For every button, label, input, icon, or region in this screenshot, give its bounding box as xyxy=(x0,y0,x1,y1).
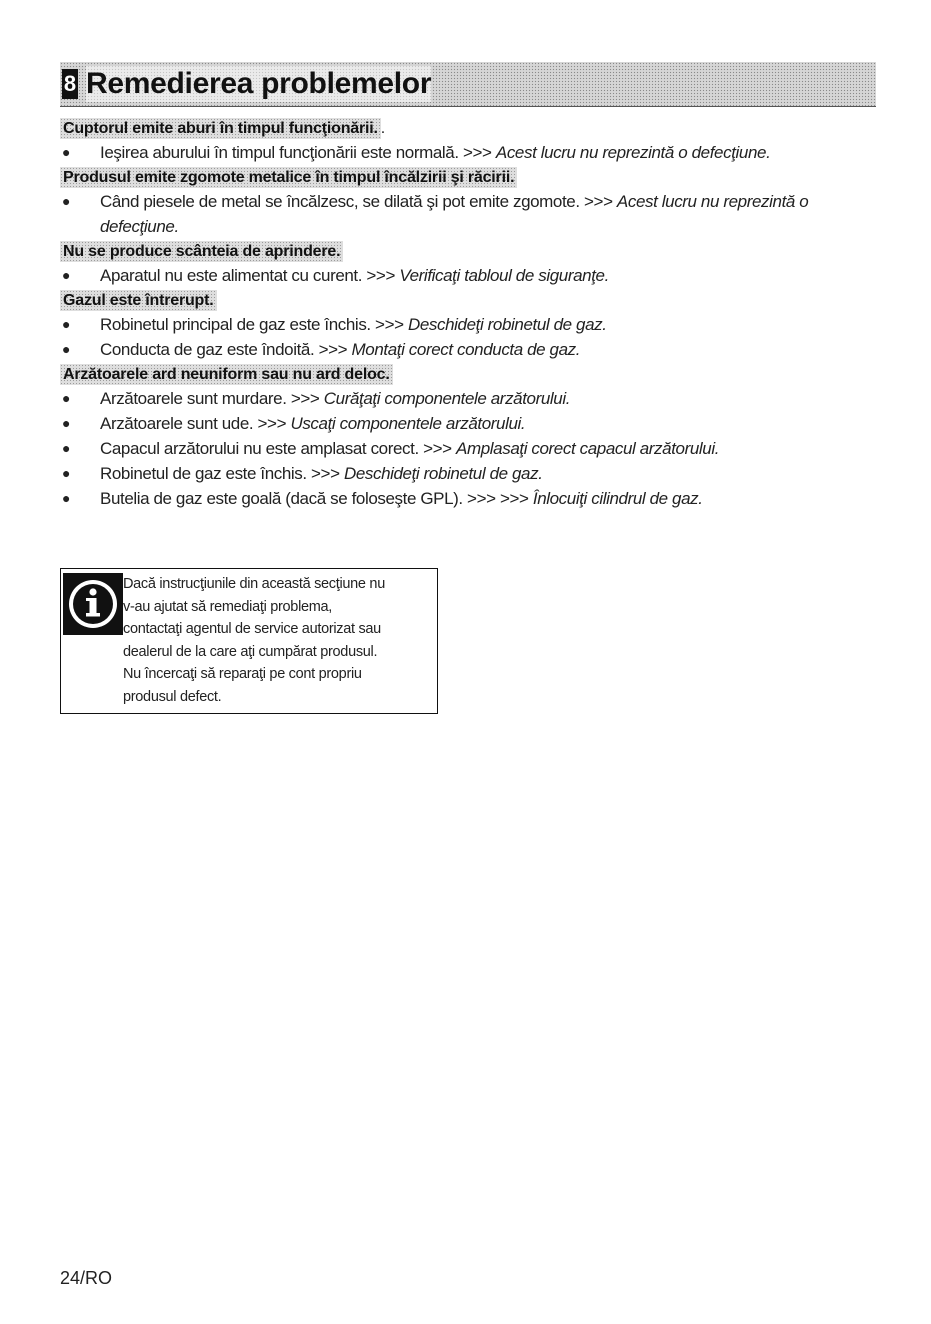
info-icon-graphic xyxy=(63,573,123,635)
troubleshooting-content xyxy=(60,116,860,511)
problem-heading: Gazul este întrerupt. xyxy=(60,290,217,311)
cause-text: Butelia de gaz este goală (dacă se foloseşte GPL). >>> >>> xyxy=(100,489,533,508)
remedy-text: Verificaţi tabloul de siguranţe. xyxy=(399,266,609,285)
cause-remedy-item xyxy=(60,140,860,165)
info-note-line: produsul defect. xyxy=(123,688,222,705)
cause-remedy-item xyxy=(60,263,860,288)
info-note-line: dealerul de la care aţi cumpărat produsul. xyxy=(123,643,378,660)
chapter-number: 8 xyxy=(62,69,78,99)
info-note-line: contactaţi agentul de service autorizat sau xyxy=(123,621,381,637)
page-number: 24/RO xyxy=(60,1268,113,1288)
cause-text: Arzătoarele sunt murdare. >>> xyxy=(100,389,324,408)
cause-remedy-item xyxy=(60,461,860,486)
cause-text: Ieşirea aburului în timpul funcţionării este normală. >>> xyxy=(100,143,496,162)
problem-heading: Cuptorul emite aburi în timpul funcţionării. xyxy=(60,118,381,139)
cause-remedy-item xyxy=(60,189,860,239)
cause-remedy-item xyxy=(60,386,860,411)
info-note-line: Dacă instrucţiunile din această secţiune nu xyxy=(123,576,385,592)
bullet-icon: ● xyxy=(62,465,71,481)
bullet-icon: ● xyxy=(62,144,71,160)
info-note-line: Nu încercaţi să reparaţi pe cont propriu xyxy=(123,666,362,682)
remedy-text: Acest lucru nu reprezintă o defecţiune. xyxy=(100,192,809,236)
problem-heading: Arzătoarele ard neuniform sau nu ard deloc. xyxy=(60,364,393,385)
cause-text: Arzătoarele sunt ude. >>> xyxy=(100,414,291,433)
remedy-text: Acest lucru nu reprezintă o defecţiune. xyxy=(495,143,771,162)
cause-remedy-item xyxy=(60,411,860,436)
remedy-text: Curăţaţi componentele arzătorului. xyxy=(323,389,571,408)
info-icon xyxy=(63,573,123,635)
bullet-icon: ● xyxy=(62,267,71,283)
chapter-header xyxy=(60,62,876,107)
cause-text: Când piesele de metal se încălzesc, se dilată şi pot emite zgomote. >>> xyxy=(100,192,617,211)
bullet-icon: ● xyxy=(62,316,71,332)
bullet-icon: ● xyxy=(62,415,71,431)
remedy-text: Uscaţi componentele arzătorului. xyxy=(290,414,526,433)
cause-remedy-item xyxy=(60,312,860,337)
problem-heading: Nu se produce scânteia de aprindere. xyxy=(60,241,343,262)
cause-text: Aparatul nu este alimentat cu curent. >>> xyxy=(100,266,400,285)
bullet-icon: ● xyxy=(62,341,71,357)
chapter-title: Remedierea problemelor xyxy=(86,67,432,100)
info-note-text xyxy=(123,573,433,708)
cause-remedy-item xyxy=(60,436,860,461)
heading-suffix: . xyxy=(380,120,386,137)
cause-text: Capacul arzătorului nu este amplasat corect. >>> xyxy=(100,439,457,458)
bullet-icon: ● xyxy=(62,193,71,209)
remedy-text: Montaţi corect conducta de gaz. xyxy=(351,340,581,359)
cause-text: Conducta de gaz este îndoită. >>> xyxy=(100,340,352,359)
remedy-text: Amplasaţi corect capacul arzătorului. xyxy=(456,439,720,458)
info-note-box xyxy=(60,568,438,714)
problem-heading: Produsul emite zgomote metalice în timpul încălzirii şi răcirii. xyxy=(60,167,517,188)
info-note-line: v-au ajutat să remediaţi problema, xyxy=(123,598,333,615)
remedy-text: Deschideţi robinetul de gaz. xyxy=(407,315,607,334)
cause-remedy-item xyxy=(60,337,860,362)
cause-text: Robinetul de gaz este închis. >>> xyxy=(100,464,344,483)
cause-text: Robinetul principal de gaz este închis. >>> xyxy=(100,315,408,334)
bullet-icon: ● xyxy=(62,440,71,456)
bullet-icon: ● xyxy=(62,490,71,506)
remedy-text: Deschideţi robinetul de gaz. xyxy=(343,464,543,483)
bullet-icon: ● xyxy=(62,390,71,406)
cause-remedy-item xyxy=(60,486,860,511)
remedy-text: Înlocuiţi cilindrul de gaz. xyxy=(532,489,703,508)
